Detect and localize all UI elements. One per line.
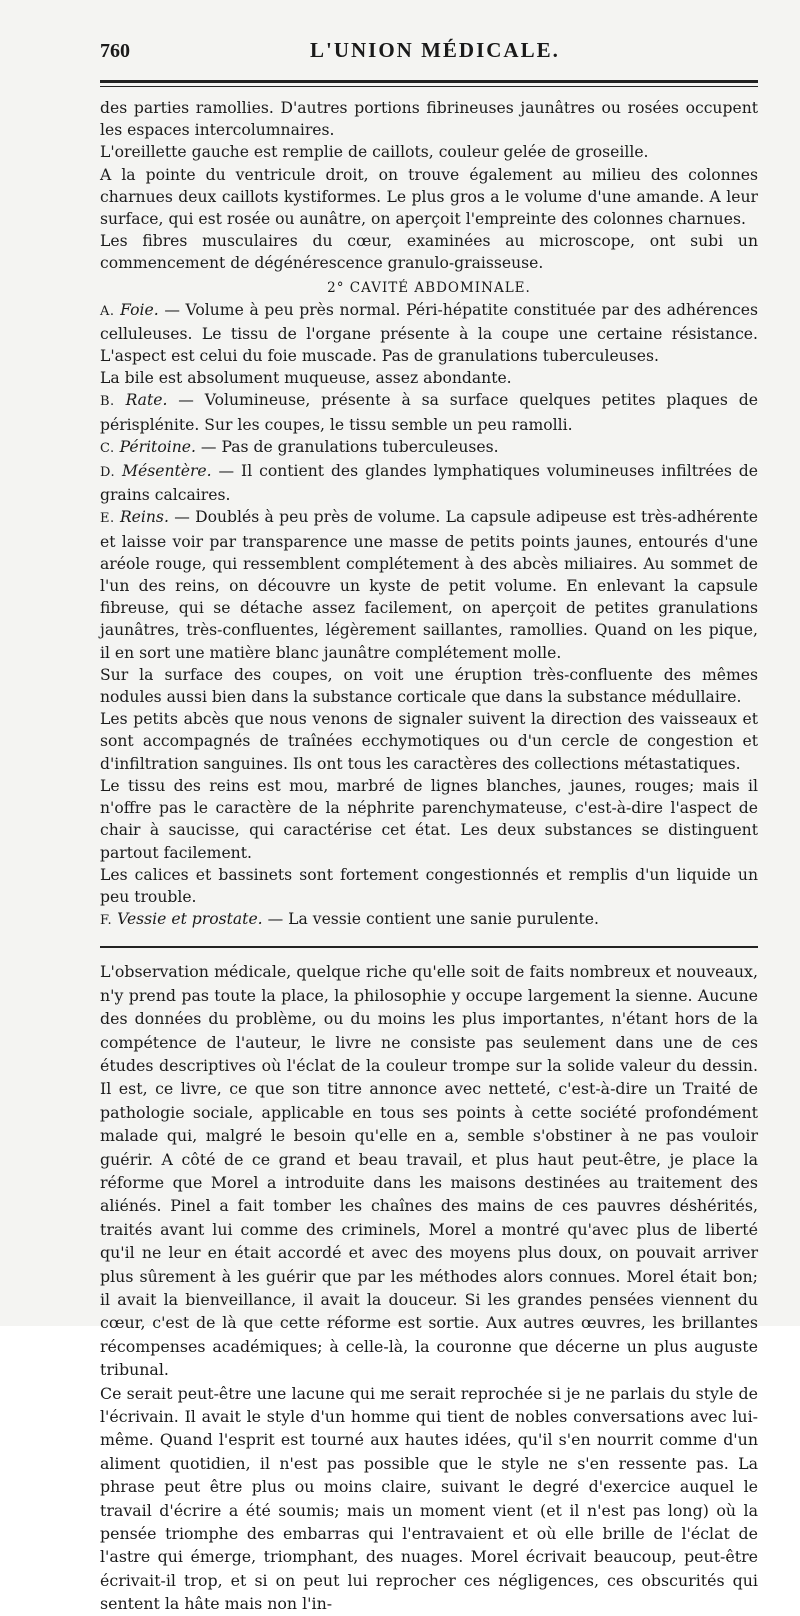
section-divider [100,946,758,948]
intro-paragraph: Les fibres musculaires du cœur, examinées au microscope, ont subi un commencement de dégénérescence granulo-graisseuse. [100,232,758,273]
intro-paragraph: des parties ramollies. D'autres portions fibrineuses jaunâtres ou rosées occupent les espaces intercolumnaires. [100,99,758,140]
page-number: 760 [100,40,130,62]
intro-paragraph: L'oreillette gauche est remplie de caillots, couleur gelée de groseille. [100,143,649,162]
item-text: Les calices et bassinets sont fortement congestionnés et remplis d'un liquide un peu trouble. [100,865,758,906]
item-label: C. [100,440,115,456]
item-text: La bile est absolument muqueuse, assez abondante. [100,369,512,388]
obituary-review [100,960,758,1615]
autopsy-report [100,97,758,932]
item-label: D. [100,465,116,481]
organ-item [100,708,758,775]
item-name: Mésentère. [122,462,212,481]
item-label: B. [100,394,115,410]
review-paragraph: L'observation médicale, quelque riche qu'elle soit de faits nombreux et nouveaux, n'y prend pas toute la place, la philosophie y occupe largement la sienne. Aucune des données du problème, ou du moins les plus importantes, n'étant hors de la compétence de l'auteur, le livre ne consiste pas seulement dans une de ces études descriptives où l'éclat de la couleur trompe sur la solide valeur du dessin. Il est, ce livre, ce que son titre annonce avec netteté, c'est-à-dire un Traité de pathologie sociale, applicable en tous ses points à cette société profondément malade qui, malgré le besoin qu'elle en a, semble s'obstiner à ne pas vouloir guérir. A côté de ce grand et beau travail, et plus haut peut-être, je place la réforme que Morel a introduite dans les maisons destinées au traitement des aliénés. Pinel a fait tomber les chaînes des mains de ces pauvres déshérités, traités avant lui comme des criminels, Morel a montré qu'avec plus de liberté qu'il ne leur en était accordé et avec des moyens plus doux, on pouvait arriver plus sûrement à les guérir que par les méthodes alors connues. Morel était bon; il avait la bienveillance, il avait la douceur. Si les grandes pensées viennent du cœur, c'est de là que cette réforme est sortie. Aux autres œuvres, les brillantes récompenses académiques; à celle-là, la couronne que décerne un plus auguste tribunal. [100,962,758,1380]
item-text: — Pas de granulations tuberculeuses. [195,437,499,456]
item-text: Les petits abcès que nous venons de signaler suivent la direction des vaisseaux et sont accompagnés de traînées ecchymotiques ou d'un cercle de congestion et d'infiltration sanguines. Ils ont tous les caractères des collections métastatiques. [100,710,758,773]
item-label: E. [100,511,115,527]
page-header [100,38,758,72]
item-text: Sur la surface des coupes, on voit une éruption très-confluente des mêmes nodules aussi bien dans la substance corticale que dans la substance médullaire. [100,665,758,707]
item-label: A. [100,303,115,319]
item-text: — Doublés à peu près de volume. La capsule adipeuse est très-adhérente et laisse voir par transparence une masse de petits points jaunes, entourés d'une aréole rouge, qui ressemblent complétement à des abcès miliaires. Au sommet de l'un des reins, on découvre un kyste de petit volume. En enlevant la capsule fibreuse, qui se détache assez facilement, on aperçoit de petites granulations jaunâtres, très-confluentes, légèrement saillantes, ramollies. Quand on les pique, il en sort une matière blanc jaunâtre complétement molle. [100,508,758,662]
organ-item [100,460,758,506]
intro-paragraph: A la pointe du ventricule droit, on trouve également au milieu des colonnes charnues deux caillots kystiformes. Le plus gros a le volume d'une amande. A leur surface, qui est rosée ou aunâtre, on aperçoit l'empreinte des colonnes charnues. [100,165,758,229]
organ-item [100,367,758,389]
header-rule [100,80,758,83]
item-name: Reins. [119,508,169,527]
item-name: Péritoine. [119,437,196,456]
organ-item [100,436,758,460]
item-text: — Volume à peu près normal. Péri-hépatite constituée par des adhérences celluleuses. Le tissu de l'organe présente à la coupe une certaine résistance. L'aspect est celui du foie muscade. Pas de granulations tuberculeuses. [100,300,758,366]
item-name: Vessie et prostate. [117,910,263,929]
organ-item [100,864,758,908]
item-text: — Il contient des glandes lymphatiques volumineuses infiltrées de grains calcaires. [100,462,758,505]
organ-item [100,299,758,368]
organ-item [100,664,758,708]
review-paragraph: Ce serait peut-être une lacune qui me serait reprochée si je ne parlais du style de l'écrivain. Il avait le style d'un homme qui tient de nobles conversations avec lui-même. Quand l'esprit est tourné aux hautes idées, qu'il s'en nourrit comme d'un aliment quotidien, il n'est pas possible que le style ne s'en ressente pas. La phrase peut être plus ou moins claire, suivant le degré d'exercice auquel le travail d'écrire a été soumis; mais un moment vient (et il n'est pas long) où la pensée triomphe des embarras qui l'entravaient et où elle brille de l'éclat de l'astre qui émerge, triomphant, des nuages. Morel écrivait beaucoup, peut-être écrivait-il trop, et si on peut lui reprocher ces négligences, ces obscurités qui sentent la hâte mais non l'in- [100,1383,758,1614]
organ-item [100,506,758,663]
organ-item [100,775,758,864]
header-rule-thin [100,86,758,87]
journal-title: L'UNION MÉDICALE. [310,38,560,62]
section-heading: 2° CAVITÉ ABDOMINALE. [327,279,531,296]
organ-item [100,908,758,932]
item-text: Le tissu des reins est mou, marbré de lignes blanches, jaunes, rouges; mais il n'offre pas le caractère de la néphrite parenchymateuse, c'est-à-dire l'aspect de chair à saucisse, qui caractérise cet état. Les deux substances se distinguent partout facilement. [100,776,758,862]
item-label: F. [100,913,113,929]
item-text: — La vessie contient une sanie purulente. [262,910,599,929]
item-name: Rate. [125,391,168,410]
organ-item [100,389,758,435]
item-text: — Volumineuse, présente à sa surface quelques petites plaques de périsplénite. Sur les coupes, le tissu semble un peu ramolli. [100,391,758,434]
item-name: Foie. [120,300,159,319]
